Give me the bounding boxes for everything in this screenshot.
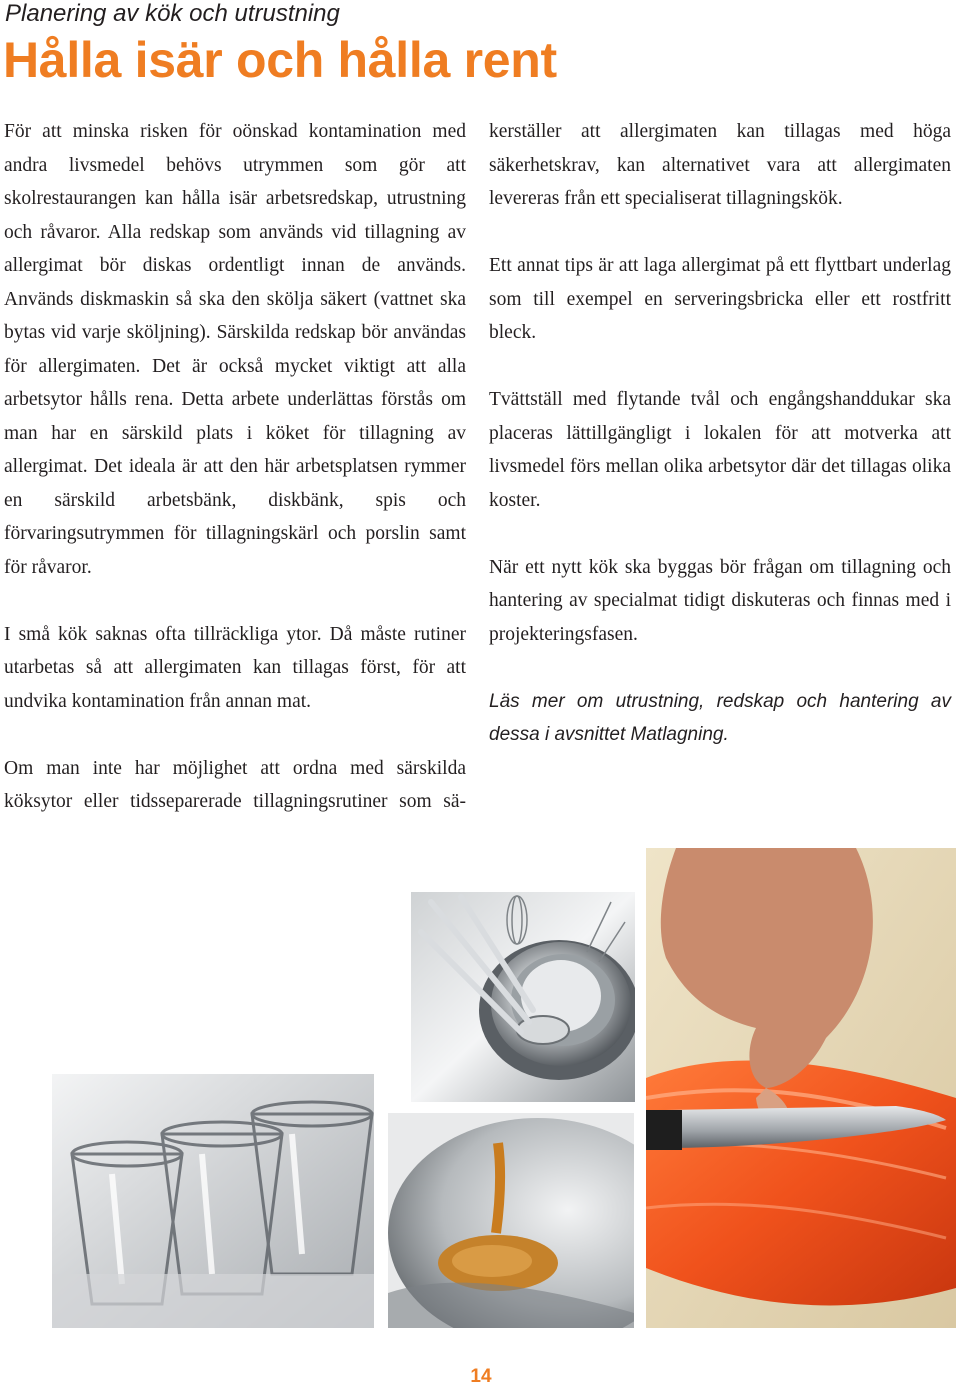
glasses-illustration xyxy=(52,1074,374,1328)
paragraph: Tvättställ med flytande tvål och engångshanddukar ska placeras lättillgängligt i lokalen för att motverka att livsmedel förs mellan olika arbetsytor där det tillagas olika koster. xyxy=(489,389,951,511)
paragraph: kerställer att allergimaten kan tillagas med höga säkerhetskrav, kan alternativet vara att allergimaten levereras från ett specialiserat tillagningskök. xyxy=(489,121,951,209)
paragraph: När ett nytt kök ska byggas bör frågan om tillagning och hantering av specialmat tidigt diskuteras och finnas med i projekteringsfasen. xyxy=(489,556,951,645)
salmon-illustration xyxy=(646,848,956,1328)
photo-steel-bowls-whisk xyxy=(411,892,635,1102)
paragraph: För att minska risken för oönskad kontamination med andra livsmedel behövs utrymmen som gör att skolrestaurangen kan hålla isär arbetsredskap, utrustning och råvaror. Alla redskap som används vid tillagning av allergimat bör diskas ordentligt innan de används. Används diskmaskin så ska den skölja säkert (vattnet ska bytas vid varje sköljning). Särskilda redskap bör användas för allergimaten. Det är också mycket viktigt att alla arbetsytor hålls rena. Detta arbete underlättas förstås om man har en särskild plats i köket för tillagning av allergimat. Det ideala är att den här arbetsplatsen rymmer en särskild arbetsbänk, diskbänk, spis och förvaringsutrymmen för tillagningskärl och porslin samt för råvaror. xyxy=(4,121,466,578)
photo-pan-with-sauce xyxy=(388,1113,634,1328)
pan-illustration xyxy=(388,1113,634,1328)
page-title: Hålla isär och hålla rent xyxy=(3,32,557,88)
bowls-illustration xyxy=(411,892,635,1102)
cross-reference-note: Läs mer om utrustning, redskap och hantering av dessa i avsnittet Matlagning. xyxy=(489,690,951,745)
section-kicker: Planering av kök och utrustning xyxy=(5,0,340,27)
paragraph: Ett annat tips är att laga allergimat på ett flyttbart underlag som till exempel en serveringsbricka eller ett rostfritt bleck. xyxy=(489,255,951,343)
right-text-column xyxy=(489,115,951,785)
paragraph: I små kök saknas ofta tillräckliga ytor. Då måste rutiner utarbetas så att allergimaten kan tillagas först, för att undvika kontamination från annan mat. xyxy=(4,623,466,712)
photo-glasses-on-rack xyxy=(52,1074,374,1328)
paragraph: Om man inte har möjlighet att ordna med särskilda köksytor eller tidsseparerade tillagningsrutiner som sä- xyxy=(4,757,466,812)
left-text-column xyxy=(4,115,466,852)
page-number: 14 xyxy=(470,1366,492,1387)
photo-salmon-cutting xyxy=(646,848,956,1328)
